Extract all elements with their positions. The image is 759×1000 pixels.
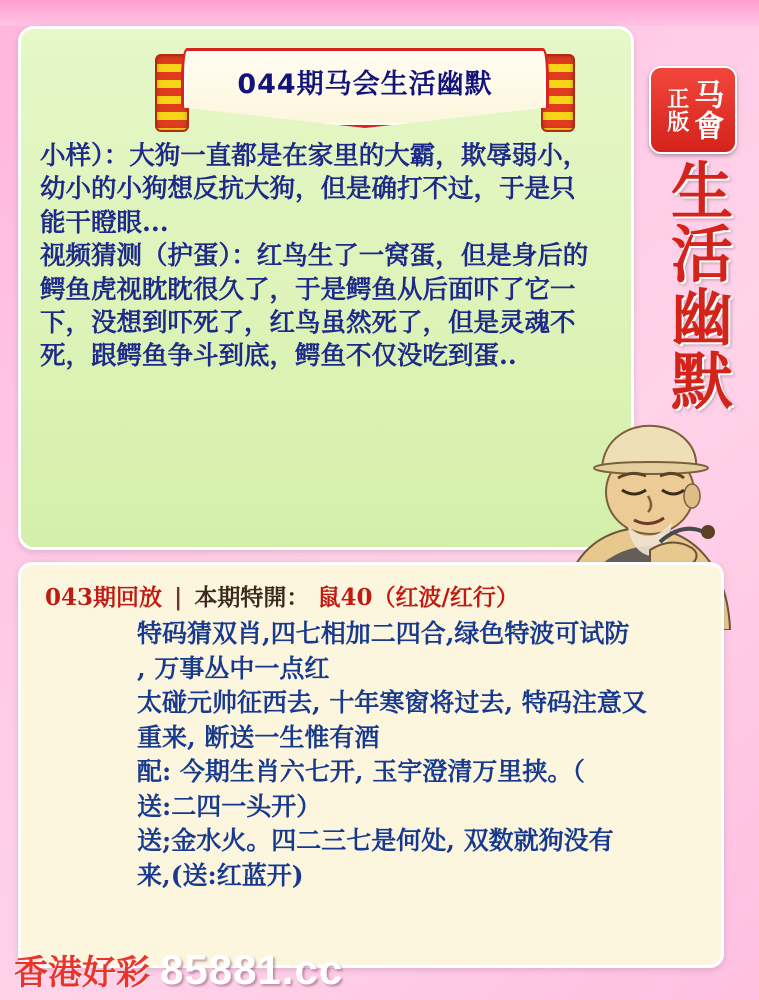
- replay-line-4: 重来, 断送一生惟有酒: [137, 722, 380, 752]
- replay-period-label: 043期回放: [45, 584, 163, 611]
- vertical-title-char-2: 活: [670, 218, 733, 292]
- replay-line-2: , 万事丛中一点红: [137, 653, 330, 683]
- replay-header: [45, 579, 519, 612]
- watermark-url: 85881.cc: [160, 946, 344, 993]
- replay-body: [137, 617, 705, 893]
- official-seal-badge: [649, 66, 737, 154]
- seal-text-right: 马會: [688, 79, 724, 141]
- vertical-title-char-1: 生: [670, 155, 733, 228]
- humor-paragraph-2: 视频猜测（护蛋）：红鸟生了一窝蛋，但是身后的鳄鱼虎视眈眈很久了，于是鳄鱼从后面吓了它一下，没想到吓死了，红鸟虽然死了，但是灵魂不死，跟鳄鱼争斗到底，鳄鱼不仅没吃到蛋..: [40, 241, 589, 372]
- seal-text-left: 正版: [663, 87, 690, 133]
- replay-line-7: 送;金水火。四二三七是何处, 双数就狗没有: [137, 826, 614, 855]
- replay-line-6: 送:二四一头开）: [137, 791, 322, 821]
- watermark-site-name: 香港好彩: [14, 953, 150, 993]
- background-top-stripe: [0, 0, 759, 26]
- replay-line-1: 特码猜双肖,四七相加二四合,绿色特波可试防: [137, 619, 630, 648]
- humor-paragraph-1: 小样）：大狗一直都是在家里的大霸，欺辱弱小，幼小的小狗想反抗大狗，但是确打不过，于是只能干瞪眼...: [40, 141, 589, 238]
- vertical-title-char-4: 默: [670, 344, 733, 418]
- watermark: [14, 945, 343, 994]
- replay-panel: [18, 562, 724, 968]
- current-result-value: 鼠40（红波/红行）: [317, 584, 519, 611]
- vertical-title: [659, 155, 745, 418]
- replay-line-3: 太碰元帅征西去, 十年寒窗将过去, 特码注意又: [137, 688, 647, 717]
- replay-line-8: 来,(送:红蓝开): [137, 860, 304, 890]
- current-result-label: 本期特開：: [194, 584, 310, 611]
- humor-text: [40, 140, 600, 374]
- title-banner: [155, 48, 575, 134]
- banner-title: 044期马会生活幽默: [237, 69, 493, 100]
- vertical-title-char-3: 幽: [670, 281, 733, 355]
- replay-line-5: 配: 今期生肖六七开, 玉宇澄清万里挟。（: [137, 757, 585, 786]
- replay-header-separator: |: [174, 584, 183, 611]
